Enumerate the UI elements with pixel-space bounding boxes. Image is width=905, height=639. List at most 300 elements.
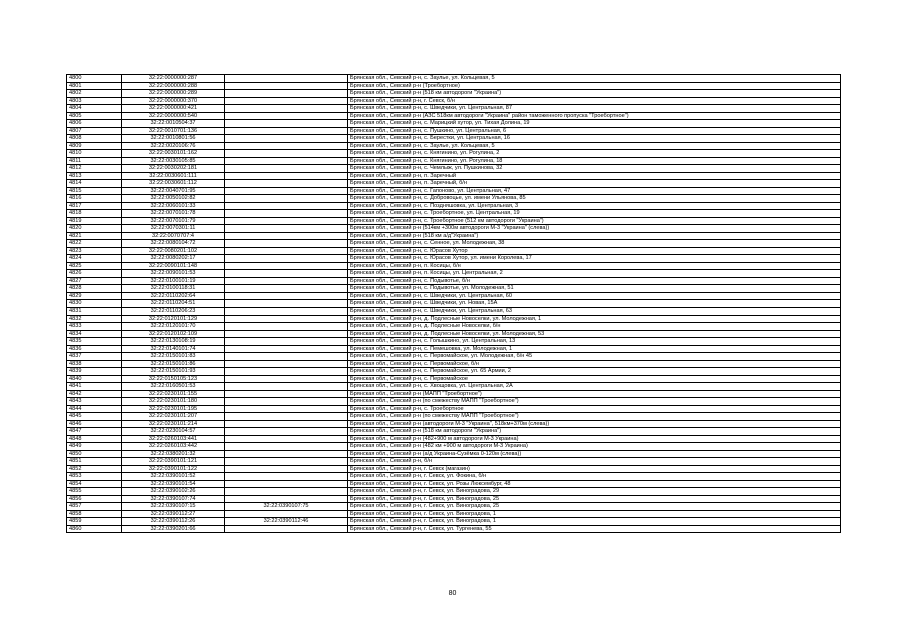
address-cell: Брянская обл., Севский р-н, д. Подлесные Новоселки, ул. Молодежная, 53: [348, 330, 841, 338]
previous-number-cell: [225, 458, 348, 466]
row-number-cell: 4838: [67, 360, 122, 368]
previous-number-cell: [225, 525, 348, 533]
address-cell: Брянская обл., Севский р-н, с. Княгинино, ул. Рогулина, 2: [348, 150, 841, 158]
address-cell: Брянская обл., Севский р-н (482 км +900 м автодороги М-3 Украина): [348, 443, 841, 451]
previous-number-cell: [225, 465, 348, 473]
table-row: [67, 97, 841, 105]
address-cell: Брянская обл., Севский р-н, с. Первомайское, ул. Молодежная, б/н 45: [348, 353, 841, 361]
address-cell: Брянская обл., Севский р-н, с. Берестки, ул. Центральная, 16: [348, 135, 841, 143]
row-number-cell: 4819: [67, 217, 122, 225]
table-row: [67, 75, 841, 83]
table-row: [67, 82, 841, 90]
previous-number-cell: [225, 255, 348, 263]
previous-number-cell: [225, 262, 348, 270]
table-row: [67, 180, 841, 188]
address-cell: Брянская обл., Севский р-н, б/н: [348, 458, 841, 466]
table-row: [67, 338, 841, 346]
table-row: [67, 300, 841, 308]
table-row: [67, 262, 841, 270]
cadastral-number-cell: 32:22:0010701:136: [122, 127, 225, 135]
previous-number-cell: [225, 353, 348, 361]
table-row: [67, 435, 841, 443]
cadastral-number-cell: 32:22:0390101:52: [122, 473, 225, 481]
row-number-cell: 4825: [67, 262, 122, 270]
table-row: [67, 518, 841, 526]
previous-number-cell: [225, 488, 348, 496]
table-row: [67, 105, 841, 113]
row-number-cell: 4851: [67, 458, 122, 466]
previous-number-cell: [225, 180, 348, 188]
table-row: [67, 450, 841, 458]
cadastral-number-cell: 32:22:0010801:56: [122, 135, 225, 143]
row-number-cell: 4849: [67, 443, 122, 451]
table-row: [67, 458, 841, 466]
page-number: 80: [448, 590, 457, 597]
previous-number-cell: [225, 247, 348, 255]
address-cell: Брянская обл., Севский р-н (518 км автодороги "Украина"): [348, 428, 841, 436]
row-number-cell: 4852: [67, 465, 122, 473]
cadastral-number-cell: 32:22:0140101:74: [122, 345, 225, 353]
row-number-cell: 4805: [67, 112, 122, 120]
table-row: [67, 240, 841, 248]
previous-number-cell: [225, 135, 348, 143]
row-number-cell: 4844: [67, 405, 122, 413]
previous-number-cell: [225, 82, 348, 90]
previous-number-cell: [225, 428, 348, 436]
cadastral-number-cell: 32:22:0390107:74: [122, 495, 225, 503]
cadastral-number-cell: 32:22:0030202:181: [122, 165, 225, 173]
table-row: [67, 195, 841, 203]
cadastral-number-cell: 32:22:0060101:33: [122, 202, 225, 210]
address-cell: Брянская обл., Севский р-н (514км +300м автодороги М-3 "Украина" (слева)): [348, 225, 841, 233]
row-number-cell: 4842: [67, 390, 122, 398]
row-number-cell: 4806: [67, 120, 122, 128]
address-cell: Брянская обл., Севский р-н, г. Севск, ул. Виноградова, 1: [348, 518, 841, 526]
row-number-cell: 4850: [67, 450, 122, 458]
previous-number-cell: [225, 360, 348, 368]
row-number-cell: 4831: [67, 307, 122, 315]
previous-number-cell: [225, 443, 348, 451]
table-row: [67, 315, 841, 323]
address-cell: Брянская обл., Севский р-н (а/д Украина-Сузёмка 0-120м (слева)): [348, 450, 841, 458]
address-cell: Брянская обл., Севский р-н, с. Марицкий хутор, ул. Тихая Долина, 19: [348, 120, 841, 128]
table-row: [67, 232, 841, 240]
cadastral-number-cell: 32:22:0100118:31: [122, 285, 225, 293]
row-number-cell: 4823: [67, 247, 122, 255]
address-cell: Брянская обл., Севский р-н, с. Поздняшовка, ул. Центральная, 3: [348, 202, 841, 210]
table-row: [67, 90, 841, 98]
table-row: [67, 413, 841, 421]
row-number-cell: 4810: [67, 150, 122, 158]
address-cell: Брянская обл., Севский р-н, с. Троебортное, ул. Центральная, 19: [348, 210, 841, 218]
table-row: [67, 112, 841, 120]
table-row: [67, 368, 841, 376]
row-number-cell: 4818: [67, 210, 122, 218]
previous-number-cell: [225, 413, 348, 421]
previous-number-cell: [225, 405, 348, 413]
previous-number-cell: [225, 202, 348, 210]
address-cell: Брянская обл., Севский р-н (482+900 м автодороги М-3 Украина): [348, 435, 841, 443]
previous-number-cell: [225, 97, 348, 105]
cadastral-number-cell: 32:22:0080201:102: [122, 247, 225, 255]
address-cell: Брянская обл., Севский р-н, с. Добровоцье, ул. имени Ульянова, 85: [348, 195, 841, 203]
address-cell: Брянская обл., Севский р-н, с. Сенное, ул. Молодежная, 38: [348, 240, 841, 248]
address-cell: Брянская обл., Севский р-н, г. Севск, ул. Виноградова, 25: [348, 495, 841, 503]
cadastral-register-table: [66, 74, 841, 533]
address-cell: Брянская обл., Севский р-н, с. Первомайское, б/н: [348, 360, 841, 368]
address-cell: Брянская обл., Севский р-н, г. Севск, ул. Розы Люксембург, 48: [348, 480, 841, 488]
table-row: [67, 390, 841, 398]
previous-number-cell: [225, 195, 348, 203]
table-row: [67, 510, 841, 518]
previous-number-cell: [225, 368, 348, 376]
cadastral-number-cell: 32:22:0390101:122: [122, 465, 225, 473]
row-number-cell: 4808: [67, 135, 122, 143]
table-row: [67, 165, 841, 173]
row-number-cell: 4840: [67, 375, 122, 383]
row-number-cell: 4820: [67, 225, 122, 233]
cadastral-number-cell: 32:22:0050102:82: [122, 195, 225, 203]
row-number-cell: 4801: [67, 82, 122, 90]
table-row: [67, 480, 841, 488]
address-cell: Брянская обл., Севский р-н (по смежеству МАПП "Троебортное"): [348, 413, 841, 421]
table-row: [67, 150, 841, 158]
row-number-cell: 4804: [67, 105, 122, 113]
cadastral-number-cell: 32:22:0040701:95: [122, 187, 225, 195]
row-number-cell: 4802: [67, 90, 122, 98]
row-number-cell: 4829: [67, 292, 122, 300]
table-row: [67, 353, 841, 361]
address-cell: Брянская обл., Севский р-н, г. Севск, ул. Виноградова, 25: [348, 503, 841, 511]
address-cell: Брянская обл., Севский р-н, п. Заречный, б/н: [348, 180, 841, 188]
previous-number-cell: [225, 473, 348, 481]
table-row: [67, 405, 841, 413]
cadastral-number-cell: 32:22:0080202:17: [122, 255, 225, 263]
cadastral-number-cell: 32:22:0230101:195: [122, 405, 225, 413]
cadastral-number-cell: 32:22:0260103:442: [122, 443, 225, 451]
register-table-body: [67, 75, 841, 533]
row-number-cell: 4824: [67, 255, 122, 263]
table-row: [67, 120, 841, 128]
table-row: [67, 383, 841, 391]
row-number-cell: 4814: [67, 180, 122, 188]
cadastral-number-cell: 32:22:0120102:109: [122, 330, 225, 338]
row-number-cell: 4847: [67, 428, 122, 436]
address-cell: Брянская обл., Севский р-н (по смежеству МАПП "Троебортное"): [348, 398, 841, 406]
table-row: [67, 375, 841, 383]
previous-number-cell: [225, 210, 348, 218]
address-cell: Брянская обл., Севский р-н, с. Заулье, ул. Кольцевая, 5: [348, 75, 841, 83]
cadastral-number-cell: 32:22:0390112:26: [122, 518, 225, 526]
previous-number-cell: [225, 480, 348, 488]
row-number-cell: 4856: [67, 495, 122, 503]
cadastral-number-cell: 32:22:0230101:207: [122, 413, 225, 421]
previous-number-cell: [225, 292, 348, 300]
previous-number-cell: [225, 398, 348, 406]
row-number-cell: 4817: [67, 202, 122, 210]
table-row: [67, 398, 841, 406]
previous-number-cell: [225, 217, 348, 225]
cadastral-number-cell: 32:22:0000000:289: [122, 90, 225, 98]
previous-number-cell: [225, 420, 348, 428]
previous-number-cell: 32:22:0390107:75: [225, 503, 348, 511]
table-row: [67, 503, 841, 511]
address-cell: Брянская обл., Севский р-н, г. Севск, б/н: [348, 97, 841, 105]
previous-number-cell: [225, 232, 348, 240]
cadastral-number-cell: 32:22:0070101:79: [122, 217, 225, 225]
row-number-cell: 4845: [67, 413, 122, 421]
previous-number-cell: [225, 383, 348, 391]
row-number-cell: 4859: [67, 518, 122, 526]
cadastral-number-cell: 32:22:0000000:540: [122, 112, 225, 120]
address-cell: Брянская обл., Севский р-н, с. Шведчики, ул. Новая, 15А: [348, 300, 841, 308]
cadastral-number-cell: 32:22:0160501:53: [122, 383, 225, 391]
cadastral-number-cell: 32:22:0390107:15: [122, 503, 225, 511]
row-number-cell: 4822: [67, 240, 122, 248]
address-cell: Брянская обл., Севский р-н, с. Троебортное (512 км автодороги "Украина"): [348, 217, 841, 225]
cadastral-number-cell: 32:22:0150101:93: [122, 368, 225, 376]
previous-number-cell: [225, 435, 348, 443]
previous-number-cell: [225, 277, 348, 285]
table-row: [67, 225, 841, 233]
table-row: [67, 323, 841, 331]
cadastral-number-cell: 32:22:0010504:37: [122, 120, 225, 128]
previous-number-cell: [225, 90, 348, 98]
address-cell: Брянская обл., Севский р-н, с. Хвощовка, ул. Центральная, 2А: [348, 383, 841, 391]
previous-number-cell: [225, 323, 348, 331]
cadastral-number-cell: 32:22:0150101:86: [122, 360, 225, 368]
address-cell: Брянская обл., Севский р-н (518 км автодороги "Украина"): [348, 90, 841, 98]
cadastral-number-cell: 32:22:0130108:19: [122, 338, 225, 346]
previous-number-cell: [225, 142, 348, 150]
address-cell: Брянская обл., Севский р-н, с. Троебортное: [348, 405, 841, 413]
cadastral-number-cell: 32:22:0150105:123: [122, 375, 225, 383]
address-cell: Брянская обл., Севский р-н, г. Севск (магазин): [348, 465, 841, 473]
table-row: [67, 135, 841, 143]
cadastral-number-cell: 32:22:0390102:26: [122, 488, 225, 496]
cadastral-number-cell: 32:22:0380201:32: [122, 450, 225, 458]
row-number-cell: 4833: [67, 323, 122, 331]
table-row: [67, 345, 841, 353]
previous-number-cell: [225, 510, 348, 518]
row-number-cell: 4843: [67, 398, 122, 406]
row-number-cell: 4800: [67, 75, 122, 83]
cadastral-number-cell: 32:22:0150101:83: [122, 353, 225, 361]
address-cell: Брянская обл., Севский р-н, с. Шведчики, ул. Центральная, 60: [348, 292, 841, 300]
previous-number-cell: [225, 165, 348, 173]
table-row: [67, 307, 841, 315]
cadastral-number-cell: 32:22:0230101:155: [122, 390, 225, 398]
table-row: [67, 247, 841, 255]
row-number-cell: 4811: [67, 157, 122, 165]
table-row: [67, 420, 841, 428]
cadastral-number-cell: 32:22:0070301:11: [122, 225, 225, 233]
table-row: [67, 210, 841, 218]
previous-number-cell: [225, 150, 348, 158]
table-row: [67, 217, 841, 225]
table-row: [67, 428, 841, 436]
address-cell: Брянская обл., Севский р-н, с. Первомайское: [348, 375, 841, 383]
previous-number-cell: [225, 120, 348, 128]
address-cell: Брянская обл., Севский р-н, с. Первомайское, ул. 65 Армии, 2: [348, 368, 841, 376]
row-number-cell: 4858: [67, 510, 122, 518]
address-cell: Брянская обл., Севский р-н, п. Косицы, ул. Центральная, 2: [348, 270, 841, 278]
address-cell: Брянская обл., Севский р-н, с. Подывотье, б/н: [348, 277, 841, 285]
row-number-cell: 4839: [67, 368, 122, 376]
previous-number-cell: [225, 157, 348, 165]
previous-number-cell: [225, 240, 348, 248]
previous-number-cell: [225, 225, 348, 233]
cadastral-number-cell: 32:22:0030601:111: [122, 172, 225, 180]
cadastral-number-cell: 32:22:0000000:421: [122, 105, 225, 113]
cadastral-number-cell: 32:22:0070101:78: [122, 210, 225, 218]
row-number-cell: 4841: [67, 383, 122, 391]
row-number-cell: 4826: [67, 270, 122, 278]
address-cell: Брянская обл., Севский р-н, п. Косицы, б/н: [348, 262, 841, 270]
cadastral-number-cell: 32:22:0230104:57: [122, 428, 225, 436]
previous-number-cell: [225, 75, 348, 83]
address-cell: Брянская обл., Севский р-н, с. Шведчики, ул. Центральная, 87: [348, 105, 841, 113]
cadastral-number-cell: 32:22:0000000:370: [122, 97, 225, 105]
cadastral-number-cell: 32:22:0230101:214: [122, 420, 225, 428]
address-cell: Брянская обл., Севский р-н, с. Юрасов Хутор: [348, 247, 841, 255]
row-number-cell: 4835: [67, 338, 122, 346]
cadastral-number-cell: 32:22:0000000:287: [122, 75, 225, 83]
table-row: [67, 255, 841, 263]
address-cell: Брянская обл., Севский р-н, г. Севск, ул. Тургенева, 55: [348, 525, 841, 533]
table-row: [67, 330, 841, 338]
address-cell: Брянская обл., Севский р-н (МАПП "Троебортное"): [348, 390, 841, 398]
row-number-cell: 4855: [67, 488, 122, 496]
address-cell: Брянская обл., Севский р-н, г. Севск, ул. Виноградова, 29: [348, 488, 841, 496]
address-cell: Брянская обл., Севский р-н, д. Подлесные Новоселки, ул. Молодежная, 1: [348, 315, 841, 323]
row-number-cell: 4828: [67, 285, 122, 293]
cadastral-number-cell: 32:22:0030105:85: [122, 157, 225, 165]
address-cell: Брянская обл., Севский р-н (518 км а/д"Украина"): [348, 232, 841, 240]
cadastral-number-cell: 32:22:0260103:441: [122, 435, 225, 443]
table-row: [67, 443, 841, 451]
cadastral-number-cell: 32:22:0230101:180: [122, 398, 225, 406]
address-cell: Брянская обл., Севский р-н, п. Заречный: [348, 172, 841, 180]
cadastral-number-cell: 32:22:0070707:4: [122, 232, 225, 240]
table-row: [67, 525, 841, 533]
row-number-cell: 4836: [67, 345, 122, 353]
row-number-cell: 4815: [67, 187, 122, 195]
row-number-cell: 4813: [67, 172, 122, 180]
table-row: [67, 277, 841, 285]
previous-number-cell: [225, 345, 348, 353]
table-row: [67, 172, 841, 180]
row-number-cell: 4834: [67, 330, 122, 338]
row-number-cell: 4807: [67, 127, 122, 135]
address-cell: Брянская обл., Севский р-н, д. Подлесные Новоселки, б/н: [348, 323, 841, 331]
previous-number-cell: [225, 285, 348, 293]
address-cell: Брянская обл., Севский р-н, г. Севск, ул. Фокина, б/н: [348, 473, 841, 481]
previous-number-cell: [225, 338, 348, 346]
previous-number-cell: [225, 105, 348, 113]
table-row: [67, 142, 841, 150]
address-cell: Брянская обл., Севский р-н, с. Пемешовка, ул. Молодежная, 1: [348, 345, 841, 353]
address-cell: Брянская обл., Севский р-н, с. Подывотье, ул. Молодежная, 51: [348, 285, 841, 293]
cadastral-number-cell: 32:22:0030101:162: [122, 150, 225, 158]
cadastral-number-cell: 32:22:0020106:76: [122, 142, 225, 150]
cadastral-number-cell: 32:22:0390101:121: [122, 458, 225, 466]
previous-number-cell: [225, 112, 348, 120]
row-number-cell: 4853: [67, 473, 122, 481]
cadastral-number-cell: 32:22:0100101:19: [122, 277, 225, 285]
table-row: [67, 270, 841, 278]
previous-number-cell: [225, 390, 348, 398]
previous-number-cell: [225, 127, 348, 135]
address-cell: Брянская обл., Севский р-н, с. Заулье, ул. Кольцевая, 5: [348, 142, 841, 150]
cadastral-number-cell: 32:22:0000000:288: [122, 82, 225, 90]
address-cell: Брянская обл., Севский р-н (Троебортное): [348, 82, 841, 90]
previous-number-cell: [225, 495, 348, 503]
cadastral-number-cell: 32:22:0390112:27: [122, 510, 225, 518]
table-row: [67, 465, 841, 473]
address-cell: Брянская обл., Севский р-н, с. Шведчики, ул. Центральная, 63: [348, 307, 841, 315]
row-number-cell: 4821: [67, 232, 122, 240]
previous-number-cell: [225, 315, 348, 323]
table-row: [67, 157, 841, 165]
row-number-cell: 4857: [67, 503, 122, 511]
row-number-cell: 4860: [67, 525, 122, 533]
table-row: [67, 285, 841, 293]
table-row: [67, 127, 841, 135]
table-row: [67, 488, 841, 496]
row-number-cell: 4837: [67, 353, 122, 361]
address-cell: Брянская обл., Севский р-н (автодороги М-3 "Украина", 518км+370м (слева)): [348, 420, 841, 428]
table-row: [67, 202, 841, 210]
address-cell: Брянская обл., Севский р-н, с. Гапоново, ул. Центральная, 47: [348, 187, 841, 195]
address-cell: Брянская обл., Севский р-н, с. Чемлыж, ул. Пушкинова, 32: [348, 165, 841, 173]
table-row: [67, 360, 841, 368]
previous-number-cell: [225, 172, 348, 180]
address-cell: Брянская обл., Севский р-н, с. Пушкино, ул. Центральная, 6: [348, 127, 841, 135]
previous-number-cell: [225, 187, 348, 195]
address-cell: Брянская обл., Севский р-н, с. Голышкино, ул. Центральная, 13: [348, 338, 841, 346]
cadastral-number-cell: 32:22:0110204:51: [122, 300, 225, 308]
cadastral-number-cell: 32:22:0390101:54: [122, 480, 225, 488]
previous-number-cell: [225, 375, 348, 383]
row-number-cell: 4816: [67, 195, 122, 203]
address-cell: Брянская обл., Севский р-н, с. Княгинино, ул. Рогулина, 18: [348, 157, 841, 165]
previous-number-cell: [225, 450, 348, 458]
cadastral-number-cell: 32:22:0030601:112: [122, 180, 225, 188]
row-number-cell: 4848: [67, 435, 122, 443]
previous-number-cell: [225, 307, 348, 315]
row-number-cell: 4830: [67, 300, 122, 308]
table-row: [67, 187, 841, 195]
previous-number-cell: [225, 270, 348, 278]
previous-number-cell: [225, 300, 348, 308]
address-cell: Брянская обл., Севский р-н, с. Юрасов Хутор, ул. имени Королева, 17: [348, 255, 841, 263]
row-number-cell: 4846: [67, 420, 122, 428]
cadastral-number-cell: 32:22:0110206:23: [122, 307, 225, 315]
cadastral-number-cell: 32:22:0080104:72: [122, 240, 225, 248]
table-row: [67, 495, 841, 503]
address-cell: Брянская обл., Севский р-н, г. Севск, ул. Виноградова, 1: [348, 510, 841, 518]
table-row: [67, 292, 841, 300]
cadastral-number-cell: 32:22:0120101:129: [122, 315, 225, 323]
row-number-cell: 4812: [67, 165, 122, 173]
row-number-cell: 4832: [67, 315, 122, 323]
row-number-cell: 4803: [67, 97, 122, 105]
address-cell: Брянская обл., Севский р-н (АЗС 518км автодороги "Украина" район таможенного пропуска "Троебортное"): [348, 112, 841, 120]
cadastral-number-cell: 32:22:0090101:53: [122, 270, 225, 278]
row-number-cell: 4827: [67, 277, 122, 285]
cadastral-number-cell: 32:22:0120101:70: [122, 323, 225, 331]
